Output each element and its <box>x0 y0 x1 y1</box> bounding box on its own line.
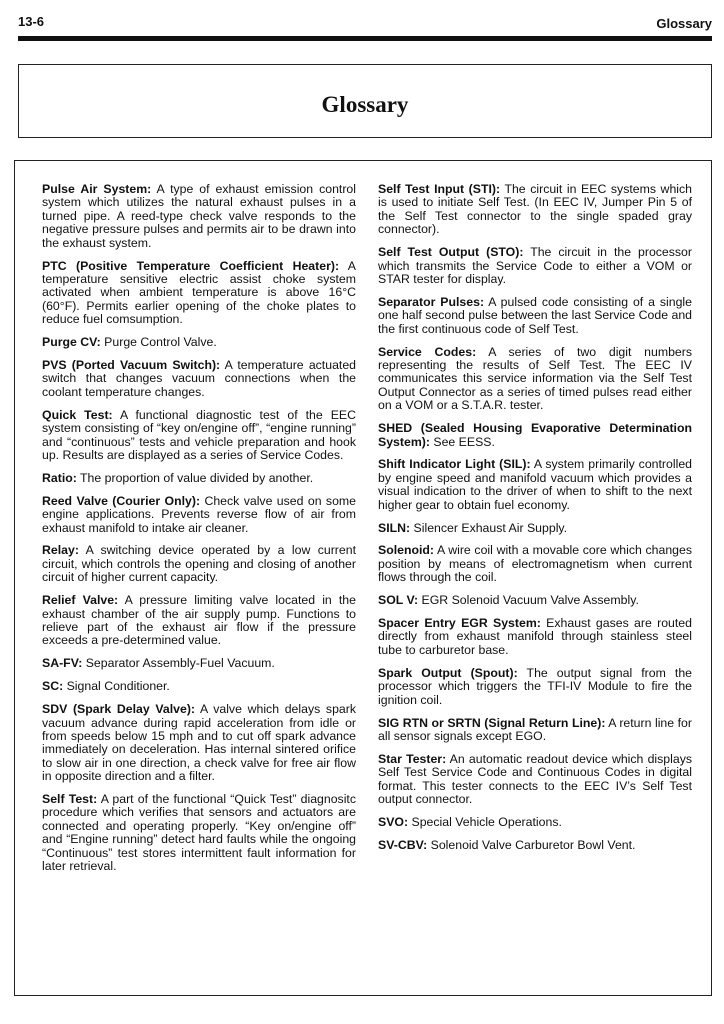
title-box <box>18 64 712 138</box>
glossary-entry <box>42 409 356 463</box>
glossary-term: Spark Output (Spout): <box>378 665 518 680</box>
glossary-entry <box>378 717 692 744</box>
glossary-definition: EGR Solenoid Vacuum Valve Assembly. <box>418 593 639 608</box>
glossary-term: Reed Valve (Courier Only): <box>42 493 201 508</box>
page-number: 13-6 <box>18 14 45 29</box>
glossary-term: Service Codes: <box>378 344 477 359</box>
glossary-term: Self Test Input (STI): <box>378 182 501 196</box>
glossary-entry <box>378 594 692 607</box>
glossary-term: Quick Test: <box>42 407 113 422</box>
glossary-definition: A pulsed code consisting of a single one half second pulse between the last Service Code and the first continuous code of Self Test. <box>378 294 692 336</box>
glossary-definition: Signal Conditioner. <box>63 679 170 694</box>
glossary-entry <box>378 183 692 237</box>
glossary-entry <box>378 667 692 707</box>
glossary-term: PTC (Positive Temperature Coefficient Heater): <box>42 258 340 273</box>
glossary-term: Pulse Air System: <box>42 182 152 196</box>
glossary-term: SOL V: <box>378 593 419 608</box>
glossary-entry <box>42 793 356 873</box>
right-column <box>378 183 692 862</box>
glossary-box <box>14 160 712 996</box>
glossary-definition: Special Vehicle Operations. <box>408 814 562 829</box>
glossary-definition: A functional diagnostic test of the EEC system consisting of “key on/engine off”, “engine running” and “continuous” tests and vehicle preparation and hook up. Results are displayed as a series of Service Codes. <box>42 407 356 462</box>
glossary-definition: A type of exhaust emission control system which utilizes the natural exhaust pulses in a turned pipe. A reed-type check valve responds to the negative pressure pulses and permits air to be drawn into the exhaust system. <box>42 182 357 250</box>
glossary-definition: The circuit in the processor which transmits the Service Code to either a VOM or STAR tester for display. <box>378 245 692 286</box>
glossary-term: PVS (Ported Vacuum Switch): <box>42 357 221 372</box>
glossary-entry <box>42 183 356 250</box>
glossary-term: Purge CV: <box>42 335 101 350</box>
glossary-term: Shift Indicator Light (SIL): <box>378 457 531 472</box>
page-title: Glossary <box>321 92 409 117</box>
glossary-term: SILN: <box>378 520 411 535</box>
glossary-term: Relief Valve: <box>42 593 119 608</box>
glossary-definition: A return line for all sensor signals except EGO. <box>378 715 692 743</box>
glossary-entry <box>378 839 692 852</box>
glossary-term: Solenoid: <box>378 543 435 558</box>
glossary-entry <box>42 680 356 693</box>
glossary-entry <box>378 296 692 336</box>
glossary-term: Relay: <box>42 543 79 558</box>
glossary-definition: The circuit in EEC systems which is used to initiate Self Test. (In EEC IV, Jumper Pin 5 of the Self Test connector to the single spaded gray connector). <box>378 182 693 237</box>
glossary-entry <box>378 816 692 829</box>
glossary-term: SA-FV: <box>42 656 83 671</box>
glossary-term: Star Tester: <box>378 751 447 766</box>
glossary-definition: A wire coil with a movable core which changes position by means of electromagnetism when current flows through the coil. <box>378 543 692 585</box>
glossary-entry <box>42 703 356 783</box>
glossary-entry <box>42 495 356 535</box>
glossary-entry <box>378 544 692 584</box>
glossary-entry <box>378 753 692 807</box>
left-column <box>42 183 356 883</box>
glossary-term: SV-CBV: <box>378 837 428 852</box>
glossary-term: SVO: <box>378 814 409 829</box>
glossary-definition: See EESS. <box>429 434 495 449</box>
glossary-definition: Exhaust gases are routed directly from exhaust manifold through stainless steel tube to carburetor base. <box>378 616 692 657</box>
glossary-term: Self Test Output (STO): <box>378 245 524 260</box>
glossary-definition: A switching device operated by a low current circuit, which controls the opening and closing of another circuit of higher current capacity. <box>42 543 356 585</box>
glossary-definition: An automatic readout device which displays Self Test Service Code and Continuous Codes in digital format. This tester connects to the EEC IV’s Self Test output connector. <box>378 751 692 807</box>
glossary-entry <box>42 594 356 648</box>
glossary-term: Spacer Entry EGR System: <box>378 616 541 631</box>
glossary-entry <box>42 657 356 670</box>
section-name: Glossary <box>656 16 712 31</box>
glossary-term: SC: <box>42 679 64 694</box>
glossary-definition: A temperature actuated switch that changes vacuum connections when the coolant temperature changes. <box>42 357 356 399</box>
glossary-definition: A system primarily controlled by engine speed and manifold vacuum which provides a visual indication to the driver of when to shift to the next higher gear to obtain fuel economy. <box>378 457 692 512</box>
glossary-definition: Purge Control Valve. <box>100 335 217 350</box>
glossary-definition: Separator Assembly-Fuel Vacuum. <box>82 656 275 671</box>
glossary-definition: A temperature sensitive electric assist choke system activated when ambient temperature is above 16°C (60°F). Permits earlier opening of the choke plates to reduce fuel comsumption. <box>42 258 356 327</box>
glossary-term: Self Test: <box>42 792 98 807</box>
glossary-definition: A pressure limiting valve located in the exhaust chamber of the air supply pump. Functions to relieve part of the exhaust air flow if the pressure exceeds a pre-determined value. <box>42 593 356 648</box>
glossary-term: SHED (Sealed Housing Evaporative Determination System): <box>378 421 692 449</box>
header-rule <box>18 36 712 41</box>
glossary-entry <box>378 458 692 512</box>
glossary-entry <box>42 336 356 349</box>
glossary-entry <box>42 359 356 399</box>
glossary-definition: A part of the functional “Quick Test” diagnositc procedure which verifies that sensors and actuators are connected and operating properly. “Key on/engine off” and “Engine running” detect hard faults while the ongoing “Continuous” test stores intermittent fault information for later retrieval. <box>42 792 356 874</box>
page-header <box>18 14 712 32</box>
glossary-definition: A valve which delays spark vacuum advance during rapid acceleration from idle or from speeds below 15 mph and to cut off spark advance immediately on deceleration. Has internal sintered orifice to slow air in one direction, a check valve for free air flow in opposite direction and a filter. <box>42 702 356 784</box>
glossary-entry <box>42 260 356 327</box>
glossary-definition: The output signal from the processor which triggers the TFI-IV Module to fire the ignition coil. <box>378 665 692 707</box>
glossary-entry <box>42 472 356 485</box>
glossary-entry <box>378 617 692 657</box>
glossary-entry <box>378 346 692 413</box>
glossary-term: Separator Pulses: <box>378 294 485 309</box>
glossary-definition: Check valve used on some engine applications. Prevents reverse flow of air from exhaust manifold to intake air cleaner. <box>42 493 357 535</box>
glossary-term: SIG RTN or SRTN (Signal Return Line): <box>378 715 606 730</box>
glossary-entry <box>378 246 692 286</box>
glossary-definition: A series of two digit numbers representing the results of Self Test. The EEC IV communicates this service information via the Self Test Output Connector as a series of timed pulses read either on a VOM or a S.T.A.R. tester. <box>378 344 692 413</box>
glossary-definition: The proportion of value divided by another. <box>76 470 314 485</box>
glossary-entry <box>378 522 692 535</box>
glossary-entry <box>378 422 692 449</box>
glossary-definition: Solenoid Valve Carburetor Bowl Vent. <box>427 837 636 852</box>
glossary-definition: Silencer Exhaust Air Supply. <box>410 520 568 535</box>
glossary-term: SDV (Spark Delay Valve): <box>42 702 196 717</box>
glossary-entry <box>42 544 356 584</box>
glossary-term: Ratio: <box>42 470 77 485</box>
